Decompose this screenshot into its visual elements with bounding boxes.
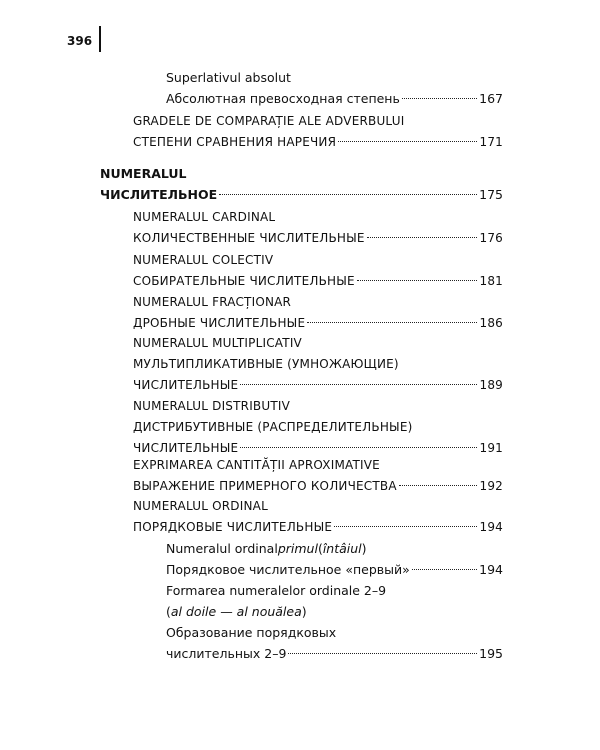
- dot-leader: [338, 141, 477, 142]
- toc-entry-title: NUMERALUL: [100, 166, 187, 181]
- toc-page-number: 186: [479, 316, 503, 330]
- toc-entry-title: NUMERALUL ORDINAL: [133, 499, 268, 513]
- dot-leader: [288, 653, 477, 654]
- toc-entry-line: [133, 354, 503, 375]
- toc-page-number: 194: [479, 520, 503, 534]
- toc-page-number: 171: [479, 135, 503, 149]
- dot-leader: [399, 485, 478, 486]
- toc-page-number: 195: [479, 646, 503, 661]
- toc-entry-title: NUMERALUL COLECTIV: [133, 253, 274, 267]
- toc-entry-formarea-numeralelor-ordinale[interactable]: [166, 580, 503, 664]
- toc-entry-title: (: [166, 604, 171, 619]
- toc-entry-title: Numeralul ordinal: [166, 541, 278, 556]
- toc-entry-title: ПОРЯДКОВЫЕ ЧИСЛИТЕЛЬНЫЕ: [133, 520, 333, 534]
- toc-page-number: 176: [479, 231, 503, 245]
- toc-entry-numeralul-ordinal-primul[interactable]: [166, 538, 503, 580]
- toc-entry-title-italic: al doile — al nouălea: [170, 604, 302, 619]
- toc-entry-title: Абсолютная превосходная степень: [166, 91, 400, 106]
- dot-leader: [357, 280, 478, 281]
- toc-entry-title: ЧИСЛИТЕЛЬНЫЕ: [133, 441, 239, 455]
- toc-entry-title-italic: întâiul: [322, 541, 362, 556]
- toc-entry-line: [166, 643, 503, 664]
- toc-entry-line: [166, 559, 503, 580]
- toc-entry-numeralul-distributiv[interactable]: [133, 396, 503, 459]
- toc-entry-line: [100, 163, 503, 184]
- toc-entry-title: GRADELE DE COMPARAȚIE ALE ADVERBULUI: [133, 114, 405, 128]
- toc-entry-title: ): [301, 604, 307, 619]
- toc-entry-gradele-de-comparatie[interactable]: [133, 111, 503, 153]
- page-number: 396: [67, 34, 93, 48]
- toc-entry-line: [166, 88, 503, 109]
- toc-entry-title: ДРОБНЫЕ ЧИСЛИТЕЛЬНЫЕ: [133, 316, 306, 330]
- toc-entry-title: числительных 2–9: [166, 646, 287, 661]
- toc-entry-line: [100, 184, 503, 205]
- toc-page-number: 189: [479, 378, 503, 392]
- page-number-divider: [99, 26, 101, 52]
- toc-entry-title: ): [361, 541, 367, 556]
- toc-entry-title-italic: primul: [277, 541, 318, 556]
- toc-entry-title: СТЕПЕНИ СРАВНЕНИЯ НАРЕЧИЯ: [133, 135, 337, 149]
- toc-entry-line: [166, 538, 503, 559]
- toc-entry-title: ДИСТРИБУТИВНЫЕ (РАСПРЕДЕЛИТЕЛЬНЫЕ): [133, 420, 413, 434]
- toc-entry-line: [166, 601, 503, 622]
- toc-entry-numeralul-cardinal[interactable]: [133, 207, 503, 249]
- toc-page-number: 167: [479, 91, 503, 106]
- toc-entry-title: EXPRIMAREA CANTITĂȚII APROXIMATIVE: [133, 458, 380, 472]
- toc-entry-numeralul-colectiv[interactable]: [133, 250, 503, 292]
- dot-leader: [367, 237, 478, 238]
- toc-entry-title: Formarea numeralelor ordinale 2–9: [166, 583, 387, 598]
- toc-entry-line: [133, 111, 503, 132]
- toc-entry-title: (: [317, 541, 323, 556]
- toc-entry-title: NUMERALUL DISTRIBUTIV: [133, 399, 291, 413]
- toc-entry-numeralul-fractionar[interactable]: [133, 292, 503, 334]
- toc-entry-line: [133, 132, 503, 153]
- toc-entry-line: [133, 250, 503, 271]
- dot-leader: [219, 194, 477, 195]
- toc-entry-numeralul[interactable]: [100, 163, 503, 205]
- toc-entry-line: [133, 496, 503, 517]
- toc-entry-line: [133, 517, 503, 538]
- toc-entry-title: ВЫРАЖЕНИЕ ПРИМЕРНОГО КОЛИЧЕСТВА: [133, 479, 397, 493]
- toc-entry-line: [166, 67, 503, 88]
- dot-leader: [240, 384, 477, 385]
- dot-leader: [240, 447, 477, 448]
- toc-entry-title: ЧИСЛИТЕЛЬНЫЕ: [133, 378, 239, 392]
- toc-page-number: 191: [479, 441, 503, 455]
- toc-entry-line: [133, 313, 503, 334]
- toc-entry-line: [166, 622, 503, 643]
- dot-leader: [402, 98, 477, 99]
- toc-entry-numeralul-multiplicativ[interactable]: [133, 333, 503, 396]
- toc-entry-line: [133, 375, 503, 396]
- toc-entry-title: ЧИСЛИТЕЛЬНОЕ: [100, 187, 218, 202]
- toc-entry-title: NUMERALUL CARDINAL: [133, 210, 276, 224]
- toc-entry-line: [133, 396, 503, 417]
- toc-entry-line: [166, 580, 503, 601]
- toc-entry-line: [133, 271, 503, 292]
- toc-entry-title: Образование порядковых: [166, 625, 337, 640]
- toc-entry-superlativul-absolut[interactable]: [166, 67, 503, 109]
- toc-page-number: 181: [479, 274, 503, 288]
- dot-leader: [307, 322, 477, 323]
- toc-page-number: 175: [479, 187, 503, 202]
- toc-entry-line: [133, 476, 503, 497]
- toc-page-number: 192: [479, 479, 503, 493]
- toc-entry-line: [133, 455, 503, 476]
- toc-entry-line: [133, 207, 503, 228]
- toc-entry-exprimarea-cantitatii[interactable]: [133, 455, 503, 497]
- toc-entry-line: [133, 417, 503, 438]
- toc-entry-title: NUMERALUL FRACȚIONAR: [133, 295, 292, 309]
- toc-entry-title: NUMERALUL MULTIPLICATIV: [133, 336, 302, 350]
- toc-entry-line: [133, 228, 503, 249]
- toc-entry-title: МУЛЬТИПЛИКАТИВНЫЕ (УМНОЖАЮЩИЕ): [133, 357, 399, 371]
- toc-entry-title: СОБИРАТЕЛЬНЫЕ ЧИСЛИТЕЛЬНЫЕ: [133, 274, 355, 288]
- dot-leader: [334, 526, 477, 527]
- toc-entry-line: [133, 333, 503, 354]
- toc-entry-title: КОЛИЧЕСТВЕННЫЕ ЧИСЛИТЕЛЬНЫЕ: [133, 231, 365, 245]
- toc-entry-title: Порядковое числительное «первый»: [166, 562, 410, 577]
- toc-entry-line: [133, 292, 503, 313]
- toc-entry-title: Superlativul absolut: [166, 70, 291, 85]
- toc-page-number: 194: [479, 562, 503, 577]
- dot-leader: [412, 569, 477, 570]
- toc-entry-numeralul-ordinal[interactable]: [133, 496, 503, 538]
